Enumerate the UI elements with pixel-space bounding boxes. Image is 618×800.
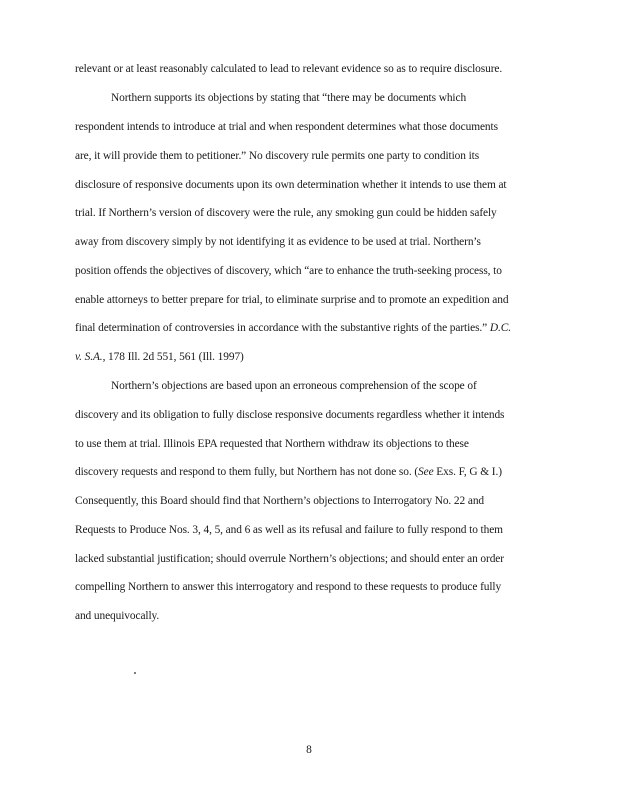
text-line: discovery and its obligation to fully disclose responsive documents regardless whether it intends bbox=[75, 409, 505, 421]
text-line: lacked substantial justification; should overrule Northern’s objections; and should enter an order bbox=[75, 553, 504, 565]
text-line: Consequently, this Board should find that Northern’s objections to Interrogatory No. 22 and bbox=[75, 495, 485, 507]
text-line bbox=[75, 465, 502, 479]
text-line: enable attorneys to better prepare for trial, to eliminate surprise and to promote an expedition and bbox=[75, 294, 509, 306]
text-line: are, it will provide them to petitioner.” No discovery rule permits one party to condition its bbox=[75, 150, 480, 162]
see-signal: See bbox=[418, 466, 434, 478]
text-line: away from discovery simply by not identifying it as evidence to be used at trial. Northern’s bbox=[75, 236, 481, 248]
text-line bbox=[75, 321, 511, 335]
text-line-body: discovery requests and respond to them fully, but Northern has not done so. ( bbox=[75, 466, 419, 478]
text-line: Requests to Produce Nos. 3, 4, 5, and 6 as well as its refusal and failure to fully respond to them bbox=[75, 524, 503, 536]
page-number: 8 bbox=[306, 744, 312, 756]
text-line: relevant or at least reasonably calculated to lead to relevant evidence so as to require disclosure. bbox=[75, 63, 503, 75]
exhibit-reference: Exs. F, G & I.) bbox=[433, 466, 502, 478]
text-line: respondent intends to introduce at trial and when respondent determines what those documents bbox=[75, 121, 498, 133]
text-line: and unequivocally. bbox=[75, 610, 160, 622]
text-line: position offends the objectives of discovery, which “are to enhance the truth-seeking process, to bbox=[75, 265, 502, 277]
scan-artifact bbox=[134, 672, 136, 674]
text-line: to use them at trial. Illinois EPA requested that Northern withdraw its objections to these bbox=[75, 438, 469, 450]
case-citation: D.C. bbox=[489, 322, 512, 334]
text-line-body: final determination of controversies in accordance with the substantive rights of the parties.” bbox=[75, 322, 488, 334]
text-line: disclosure of responsive documents upon its own determination whether it intends to use them at bbox=[75, 179, 507, 191]
text-line: compelling Northern to answer this interrogatory and respond to these requests to produce fully bbox=[75, 581, 502, 593]
case-citation-cont: v. S.A. bbox=[75, 351, 103, 363]
text-line: Northern’s objections are based upon an erroneous comprehension of the scope of bbox=[111, 380, 477, 392]
text-line bbox=[75, 350, 244, 364]
text-line: trial. If Northern’s version of discovery were the rule, any smoking gun could be hidden safely bbox=[75, 207, 497, 219]
text-line: Northern supports its objections by stating that “there may be documents which bbox=[111, 92, 467, 104]
citation-reporter: , 178 Ill. 2d 551, 561 (Ill. 1997) bbox=[102, 351, 244, 363]
